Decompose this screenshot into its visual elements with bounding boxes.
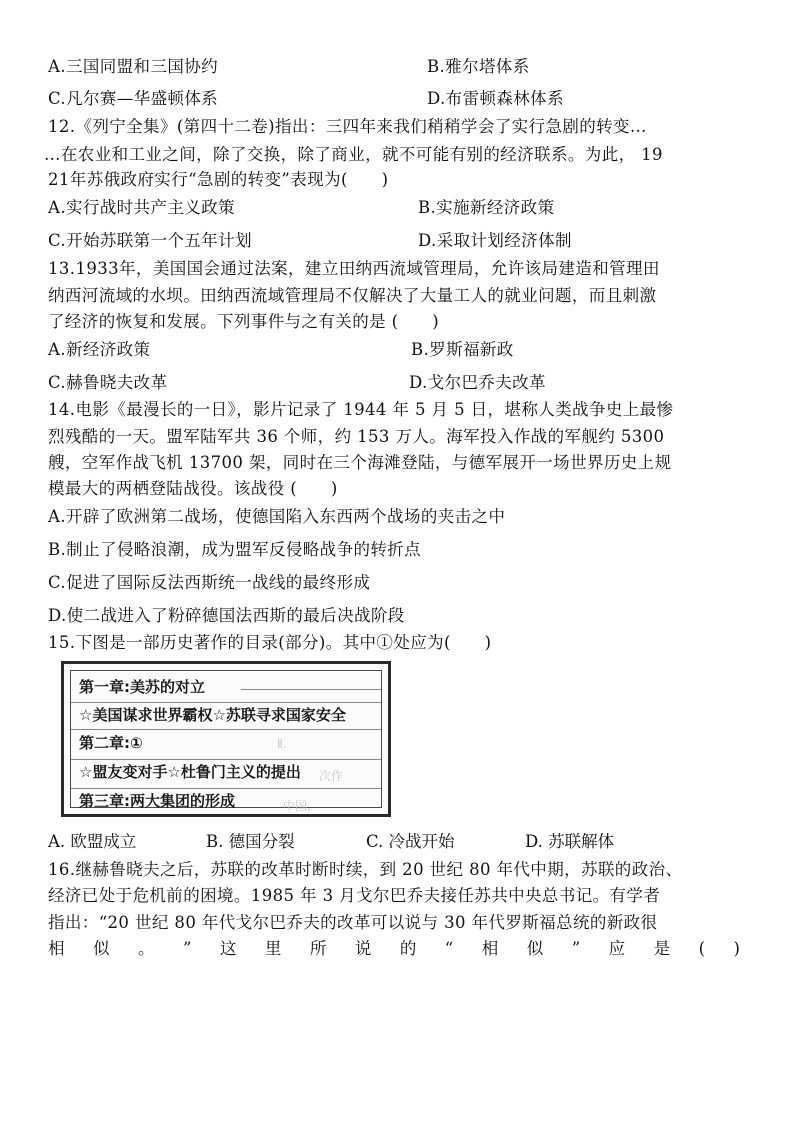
- q13-stem-line2: 纳西河流域的水坝。田纳西流域管理局不仅解决了大量工人的就业问题，而且刺激: [48, 286, 657, 305]
- q13-stem-line1: 13.1933年，美国国会通过法案，建立田纳西流域管理局，允许该局建造和管理田: [48, 259, 660, 278]
- q11-option-b: B.雅尔塔体系: [427, 57, 530, 76]
- toc-chapter-1-sections: ☆美国谋求世界霸权☆苏联寻求国家安全: [79, 706, 346, 724]
- q16-line4-char: “: [444, 939, 454, 958]
- q12-option-b: B.实施新经济政策: [418, 198, 555, 217]
- q13-option-b: B.罗斯福新政: [411, 340, 514, 359]
- q15-option-d: D. 苏联解体: [525, 832, 615, 851]
- table-of-contents-image: [61, 661, 391, 817]
- q12-stem-line3: 21年苏俄政府实行“急剧的转变”表现为( ): [48, 170, 389, 189]
- q16-line4-char: 所: [309, 939, 327, 958]
- q16-line4-char: ”: [182, 939, 192, 958]
- toc-inner-frame: [70, 670, 382, 813]
- toc-chapter-2-sections: ☆盟友变对手☆杜鲁门主义的提出: [79, 763, 301, 781]
- q11-option-c: C.凡尔赛—华盛顿体系: [48, 89, 219, 108]
- q16-line4-char: 里: [264, 939, 282, 958]
- q11-option-a: A.三国同盟和三国协约: [48, 57, 219, 76]
- q12-option-c: C.开始苏联第一个五年计划: [48, 231, 252, 250]
- toc-chapter-1: 第一章:美苏的对立: [79, 678, 205, 696]
- q16-line4-char: 似: [92, 939, 110, 958]
- bleed-through-mark: 次作: [319, 769, 344, 783]
- q14-option-d: D.使二战进入了粉碎德国法西斯的最后决战阶段: [48, 606, 405, 625]
- q14-option-a: A.开辟了欧洲第二战场，使德国陷入东西两个战场的夹击之中: [48, 507, 506, 526]
- q15-option-c: C. 冷战开始: [366, 832, 455, 851]
- q11-option-d: D.布雷顿森林体系: [427, 89, 564, 108]
- q16-line4-char: 应: [608, 939, 626, 958]
- q16-line4-char: 的: [399, 939, 417, 958]
- q12-option-d: D.采取计划经济体制: [418, 231, 572, 250]
- q14-stem-line4: 模最大的两栖登陆战役。该战役 ( ): [48, 479, 338, 498]
- q15-option-a: A. 欧盟成立: [48, 832, 137, 851]
- q16-stem-line1: 16.继赫鲁晓夫之后，苏联的改革时断时续，到 20 世纪 80 年代中期，苏联的政治、: [48, 860, 683, 879]
- q12-option-a: A.实行战时共产主义政策: [48, 198, 235, 217]
- q15-stem-line1: 15.下图是一部历史著作的目录(部分)。其中①处应为( ): [48, 633, 492, 652]
- q14-stem-line3: 艘，空军作战飞机 13700 架，同时在三个海滩登陆，与德军展开一场世界历史上规: [48, 453, 672, 472]
- q13-option-c: C.赫鲁晓夫改革: [48, 373, 168, 392]
- q16-line4-char: 说: [354, 939, 372, 958]
- q13-stem-line3: 了经济的恢复和发展。下列事件与之有关的是 ( ): [48, 312, 440, 331]
- bleed-through-mark: 中国，: [283, 799, 320, 813]
- q15-option-b: B. 德国分裂: [206, 832, 295, 851]
- q16-line4-char: 。: [137, 939, 155, 958]
- q13-option-d: D.戈尔巴乔夫改革: [409, 373, 546, 392]
- toc-divider: [241, 689, 381, 690]
- q16-line4-char: (: [698, 939, 706, 958]
- q16-stem-line4: [48, 938, 740, 960]
- q16-stem-line3: 指出：“20 世纪 80 年代戈尔巴乔夫的改革可以说与 30 年代罗斯福总统的新政很: [48, 913, 658, 932]
- q16-line4-char: 相: [48, 939, 65, 958]
- bleed-through-mark: Ⅱ.: [277, 737, 287, 751]
- q14-stem-line2: 烈残酷的一天。盟军陆军共 36 个师，约 153 万人。海军投入作战的军舰约 5300: [48, 427, 665, 446]
- q16-line4-char: 相: [481, 939, 499, 958]
- q16-line4-char: ”: [571, 939, 581, 958]
- toc-divider: [71, 702, 381, 703]
- toc-divider: [71, 759, 381, 760]
- q14-option-c: C.促进了国际反法西斯统一战线的最终形成: [48, 573, 371, 592]
- q16-line4-char: 这: [219, 939, 237, 958]
- q16-line4-char: 似: [526, 939, 544, 958]
- q12-stem-line1: 12.《列宁全集》(第四十二卷)指出：三四年来我们稍稍学会了实行急剧的转变…: [48, 117, 647, 136]
- q16-line4-char: ): [733, 939, 740, 958]
- toc-divider: [71, 729, 381, 730]
- toc-divider: [71, 788, 381, 789]
- toc-chapter-3: 第三章:两大集团的形成: [79, 792, 235, 810]
- q16-line4-char: 是: [653, 939, 671, 958]
- q13-option-a: A.新经济政策: [48, 340, 151, 359]
- q12-stem-line2: …在农业和工业之间，除了交换，除了商业，就不可能有别的经济联系。为此， 19: [44, 145, 663, 164]
- toc-chapter-2: 第二章:①: [79, 734, 143, 752]
- q14-option-b: B.制止了侵略浪潮，成为盟军反侵略战争的转折点: [48, 540, 422, 559]
- q14-stem-line1: 14.电影《最漫长的一日》，影片记录了 1944 年 5 月 5 日，堪称人类战争史上最惨: [48, 400, 674, 419]
- q16-stem-line2: 经济已处于危机前的困境。1985 年 3 月戈尔巴乔夫接任苏共中央总书记。有学者: [48, 886, 661, 905]
